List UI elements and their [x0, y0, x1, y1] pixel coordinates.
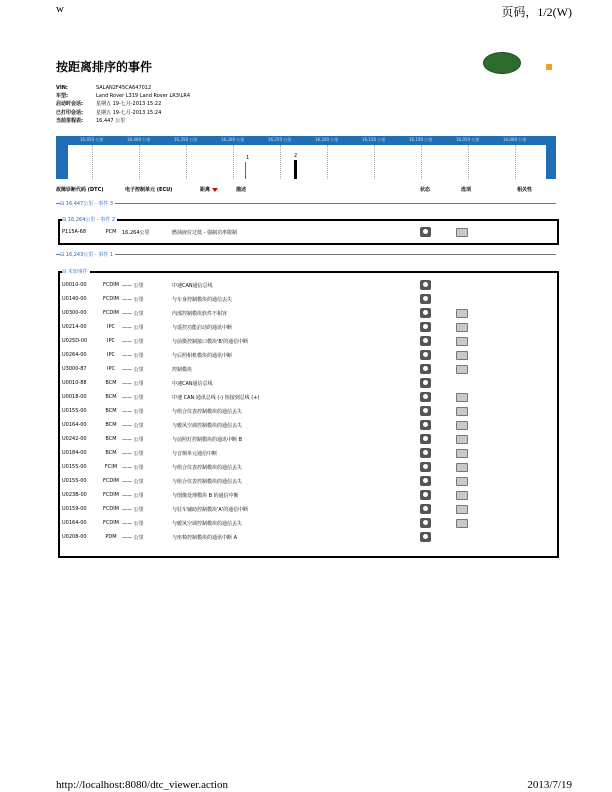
- options-icon[interactable]: [456, 323, 468, 332]
- timeline-tick-label: 16,000 公里: [503, 137, 527, 142]
- dtc-code: U0155-00: [62, 464, 87, 470]
- dtc-description: 与后照相机模块的通讯中断: [172, 353, 233, 359]
- status-icon[interactable]: [420, 280, 431, 290]
- status-icon[interactable]: [420, 378, 431, 388]
- footer-date: 2013/7/19: [527, 779, 572, 791]
- distance-value: —— 公里: [122, 535, 144, 541]
- col-status[interactable]: 状态: [420, 187, 431, 193]
- ecu-name: BCM: [105, 450, 117, 456]
- dtc-code: U0010-88: [62, 380, 87, 386]
- info-value: 星期五 19-七月-2013 15:24: [96, 109, 162, 116]
- dtc-description: 与组合仪表控制模块的通信丢失: [172, 479, 243, 485]
- timeline-tick: [92, 145, 93, 179]
- distance-value: —— 公里: [122, 521, 144, 527]
- ecu-name: IPC: [107, 338, 115, 344]
- dtc-code: U0018-00: [62, 394, 87, 400]
- dtc-code: U0300-00: [62, 310, 87, 316]
- group-event-1[interactable]: [56, 251, 556, 259]
- distance-value: —— 公里: [122, 437, 144, 443]
- distance-timeline[interactable]: [56, 136, 556, 179]
- timeline-track[interactable]: [68, 137, 546, 179]
- status-icon[interactable]: [420, 308, 431, 318]
- dtc-description: 控制模块: [172, 367, 193, 373]
- dtc-code: U0208-00: [62, 534, 87, 540]
- event-marker-2[interactable]: 2: [294, 153, 298, 159]
- col-options[interactable]: 选项: [461, 187, 472, 193]
- group-event-3-label[interactable]: ⊟ 16,447公里 - 事件 3: [60, 201, 114, 207]
- ecu-name: BCM: [105, 436, 117, 442]
- dtc-description: 与座椅控制模块的通讯中断 A: [172, 535, 238, 541]
- status-icon[interactable]: [420, 336, 431, 346]
- status-icon[interactable]: [420, 532, 431, 542]
- page-title: 按距离排序的事件: [56, 60, 153, 74]
- timeline-tick-label: 16,050 公里: [456, 137, 480, 142]
- dtc-row[interactable]: [60, 418, 557, 432]
- ecu-name: FCIM: [104, 464, 118, 470]
- dtc-row[interactable]: [60, 320, 557, 334]
- status-icon[interactable]: [420, 518, 431, 528]
- info-row-model: [56, 92, 190, 100]
- timeline-tick-label: 16,200 公里: [315, 137, 339, 142]
- dtc-row[interactable]: [60, 516, 557, 530]
- dtc-description: 与驻车辅助控制模块'A'的通信中断: [172, 507, 249, 513]
- options-icon[interactable]: [456, 435, 468, 444]
- info-row-vin: [56, 84, 190, 92]
- dtc-code: P115A-68: [62, 229, 87, 235]
- distance-value: —— 公里: [122, 507, 144, 513]
- dtc-description: 中速CAN通信总线: [172, 283, 213, 289]
- info-value: 星期五 19-七月-2013 15:22: [96, 101, 162, 108]
- status-icon[interactable]: [420, 434, 431, 444]
- dtc-row[interactable]: [60, 446, 557, 460]
- timeline-tick: [468, 145, 469, 179]
- dtc-code: U0164-00: [62, 520, 87, 526]
- dtc-description: 中速 CAN 通讯总线 (-) 短接到总线 (+): [172, 395, 260, 401]
- options-icon[interactable]: [456, 463, 468, 472]
- status-icon[interactable]: [420, 294, 431, 304]
- info-key: 车型:: [56, 93, 68, 100]
- sort-desc-icon: [212, 188, 218, 192]
- ecu-name: FCDIM: [102, 492, 119, 498]
- distance-value: —— 公里: [122, 423, 144, 429]
- dtc-row[interactable]: [60, 530, 557, 544]
- timeline-tick-label: 16,400 公里: [127, 137, 151, 142]
- options-icon[interactable]: [456, 491, 468, 500]
- status-icon[interactable]: [420, 476, 431, 486]
- dtc-code: U0264-00: [62, 352, 87, 358]
- dtc-code: U0184-00: [62, 450, 87, 456]
- dtc-description: 与组合仪表控制模块的通信丢失: [172, 465, 243, 471]
- ecu-name: IPC: [107, 352, 115, 358]
- dtc-code: U0155-00: [62, 478, 87, 484]
- ecu-name: IPC: [107, 324, 115, 330]
- ecu-name: BCM: [105, 380, 117, 386]
- options-icon[interactable]: [456, 393, 468, 402]
- options-icon[interactable]: [456, 365, 468, 374]
- options-icon[interactable]: [456, 449, 468, 458]
- info-row-start: [56, 100, 190, 108]
- options-icon[interactable]: [456, 228, 468, 237]
- timeline-tick: [186, 145, 187, 179]
- options-icon[interactable]: [456, 351, 468, 360]
- info-key: 当前里程表:: [56, 117, 84, 124]
- options-icon[interactable]: [456, 519, 468, 528]
- timeline-tick: [421, 145, 422, 179]
- dtc-code: U0242-00: [62, 436, 87, 442]
- dtc-description: 中速CAN通信总线: [172, 381, 213, 387]
- event-2-box: [58, 219, 559, 245]
- dtc-description: 与暖风空调控制模块的通信丢失: [172, 521, 243, 527]
- dtc-description: 与组合仪表控制模块的通信丢失: [172, 409, 243, 415]
- event-marker-1[interactable]: 1: [246, 155, 250, 161]
- options-icon[interactable]: [456, 505, 468, 514]
- timeline-tick-label: 16,350 公里: [174, 137, 198, 142]
- dtc-row[interactable]: [60, 306, 557, 320]
- col-description[interactable]: 描述: [236, 187, 247, 193]
- timeline-tick: [139, 145, 140, 179]
- options-icon[interactable]: [456, 309, 468, 318]
- dtc-row[interactable]: [60, 225, 557, 239]
- ecu-name: FCDIM: [102, 296, 119, 302]
- info-row-odometer: [56, 117, 190, 125]
- options-icon[interactable]: [456, 477, 468, 486]
- status-icon[interactable]: [420, 420, 431, 430]
- status-icon[interactable]: [420, 504, 431, 514]
- sdd-logo-square: [546, 64, 552, 70]
- group-event-2-label[interactable]: ⊟ 16,264公里 - 事件 2: [62, 217, 116, 223]
- dtc-row[interactable]: [60, 334, 557, 348]
- ecu-name: PDM: [105, 534, 117, 540]
- options-icon[interactable]: [456, 337, 468, 346]
- info-key: VIN:: [56, 85, 68, 91]
- dtc-row[interactable]: [60, 432, 557, 446]
- info-value: Land Rover L319 Land Rover LR3\LR4: [96, 93, 191, 100]
- dtc-code: U3000-87: [62, 366, 87, 372]
- dtc-row[interactable]: [60, 278, 557, 292]
- group-divider: [56, 203, 556, 204]
- distance-value: —— 公里: [122, 325, 144, 331]
- group-event-1-label[interactable]: ⊟ 16,243公里 - 事件 1: [60, 252, 114, 258]
- dtc-code: U0164-00: [62, 422, 87, 428]
- ecu-name: FCDIM: [102, 506, 119, 512]
- dtc-code: U025D-00: [62, 338, 88, 344]
- dtc-row[interactable]: [60, 348, 557, 362]
- distance-value: —— 公里: [122, 283, 144, 289]
- col-dtc[interactable]: 故障诊断代码 (DTC): [56, 187, 104, 193]
- distance-value: —— 公里: [122, 465, 144, 471]
- distance-value: —— 公里: [122, 395, 144, 401]
- ecu-name: IPC: [107, 366, 115, 372]
- col-distance-label: 距离: [200, 187, 211, 193]
- timeline-tick-label: 16,450 公里: [80, 137, 104, 142]
- col-relevance[interactable]: 相关性: [517, 187, 533, 193]
- timeline-tick: [515, 145, 516, 179]
- col-distance[interactable]: [200, 186, 218, 193]
- dtc-description: 与暖风空调控制模块的通信丢失: [172, 423, 243, 429]
- timeline-tick-label: 16,150 公里: [362, 137, 386, 142]
- status-icon[interactable]: [420, 392, 431, 402]
- dtc-row[interactable]: [60, 502, 557, 516]
- status-icon[interactable]: [420, 490, 431, 500]
- dtc-description: 内部控制模块软件不相容: [172, 311, 228, 317]
- distance-value: —— 公里: [122, 353, 144, 359]
- status-icon[interactable]: [420, 448, 431, 458]
- dtc-code: U0010-00: [62, 282, 87, 288]
- group-unknown-label[interactable]: ⊟ 未知事件: [62, 269, 88, 275]
- distance-value: —— 公里: [122, 479, 144, 485]
- group-event-3[interactable]: [56, 200, 556, 208]
- info-key: 启动时会话:: [56, 101, 84, 108]
- dtc-row[interactable]: [60, 474, 557, 488]
- distance-value: —— 公里: [122, 381, 144, 387]
- distance-value: —— 公里: [122, 367, 144, 373]
- dtc-code: U0159-00: [62, 506, 87, 512]
- distance-value: —— 公里: [122, 493, 144, 499]
- dtc-description: 与遥控功能启动的通讯中断: [172, 325, 233, 331]
- dtc-code: U0214-00: [62, 324, 87, 330]
- dtc-code: U0140-00: [62, 296, 87, 302]
- group-divider: [56, 254, 556, 255]
- distance-value: —— 公里: [122, 409, 144, 415]
- dtc-row[interactable]: [60, 376, 557, 390]
- page-header-left: w: [56, 3, 64, 15]
- unknown-events-box: [58, 271, 559, 558]
- info-value: 16,447 公里: [96, 117, 126, 124]
- dtc-row[interactable]: [60, 488, 557, 502]
- timeline-tick-label: 16,100 公里: [409, 137, 433, 142]
- distance-value: —— 公里: [122, 297, 144, 303]
- ecu-name: FCDIM: [102, 282, 119, 288]
- dtc-row[interactable]: [60, 404, 557, 418]
- ecu-name: FCDIM: [102, 310, 119, 316]
- ecu-name: PCM: [105, 229, 117, 235]
- status-icon[interactable]: [420, 227, 431, 237]
- dtc-description: 与音频单元通信中断: [172, 451, 218, 457]
- timeline-tick: [233, 145, 234, 179]
- land-rover-logo: [483, 52, 521, 74]
- distance-value: —— 公里: [122, 451, 144, 457]
- dtc-row[interactable]: [60, 362, 557, 376]
- dtc-row[interactable]: [60, 460, 557, 474]
- page-number: 页码，1/2(W): [501, 5, 572, 19]
- ecu-name: BCM: [105, 394, 117, 400]
- dtc-description: 与前照灯控制模块的通讯中断 B: [172, 437, 243, 443]
- ecu-name: BCM: [105, 422, 117, 428]
- footer-url: http://localhost:8080/dtc_viewer.action: [56, 779, 228, 791]
- ecu-name: FCDIM: [102, 478, 119, 484]
- status-icon[interactable]: [420, 364, 431, 374]
- options-icon[interactable]: [456, 421, 468, 430]
- dtc-code: U023B-00: [62, 492, 87, 498]
- dtc-row[interactable]: [60, 390, 557, 404]
- distance-value: —— 公里: [122, 339, 144, 345]
- options-icon[interactable]: [456, 407, 468, 416]
- ecu-name: FCDIM: [102, 520, 119, 526]
- info-row-printed: [56, 109, 190, 117]
- distance-value: —— 公里: [122, 311, 144, 317]
- dtc-code: U0155-00: [62, 408, 87, 414]
- dtc-row[interactable]: [60, 292, 557, 306]
- status-icon[interactable]: [420, 350, 431, 360]
- dtc-description: 与车身控制模块的通信丢失: [172, 297, 233, 303]
- info-key: 已打印会话:: [56, 109, 84, 116]
- col-ecu[interactable]: 电子控制单元 (ECU): [125, 187, 173, 193]
- status-icon[interactable]: [420, 462, 431, 472]
- dtc-description: 燃油液位过低 - 强制功率限制: [172, 230, 237, 236]
- status-icon[interactable]: [420, 322, 431, 332]
- event-marker-2-line: [294, 160, 297, 179]
- timeline-tick-label: 16,300 公里: [221, 137, 245, 142]
- event-marker-1-line: [245, 162, 246, 179]
- vehicle-info: [56, 84, 190, 125]
- ecu-name: BCM: [105, 408, 117, 414]
- status-icon[interactable]: [420, 406, 431, 416]
- dtc-description: 与前摄控制接口模块'B'的通信中断: [172, 339, 249, 345]
- info-value: SALAN2F45CA647012: [96, 85, 152, 91]
- timeline-tick: [280, 145, 281, 179]
- timeline-tick: [327, 145, 328, 179]
- timeline-tick-label: 16,250 公里: [268, 137, 292, 142]
- distance-value: 16,264公里: [122, 230, 150, 236]
- timeline-tick: [374, 145, 375, 179]
- dtc-description: 与图像处理模块 B 的通信中断: [172, 493, 239, 499]
